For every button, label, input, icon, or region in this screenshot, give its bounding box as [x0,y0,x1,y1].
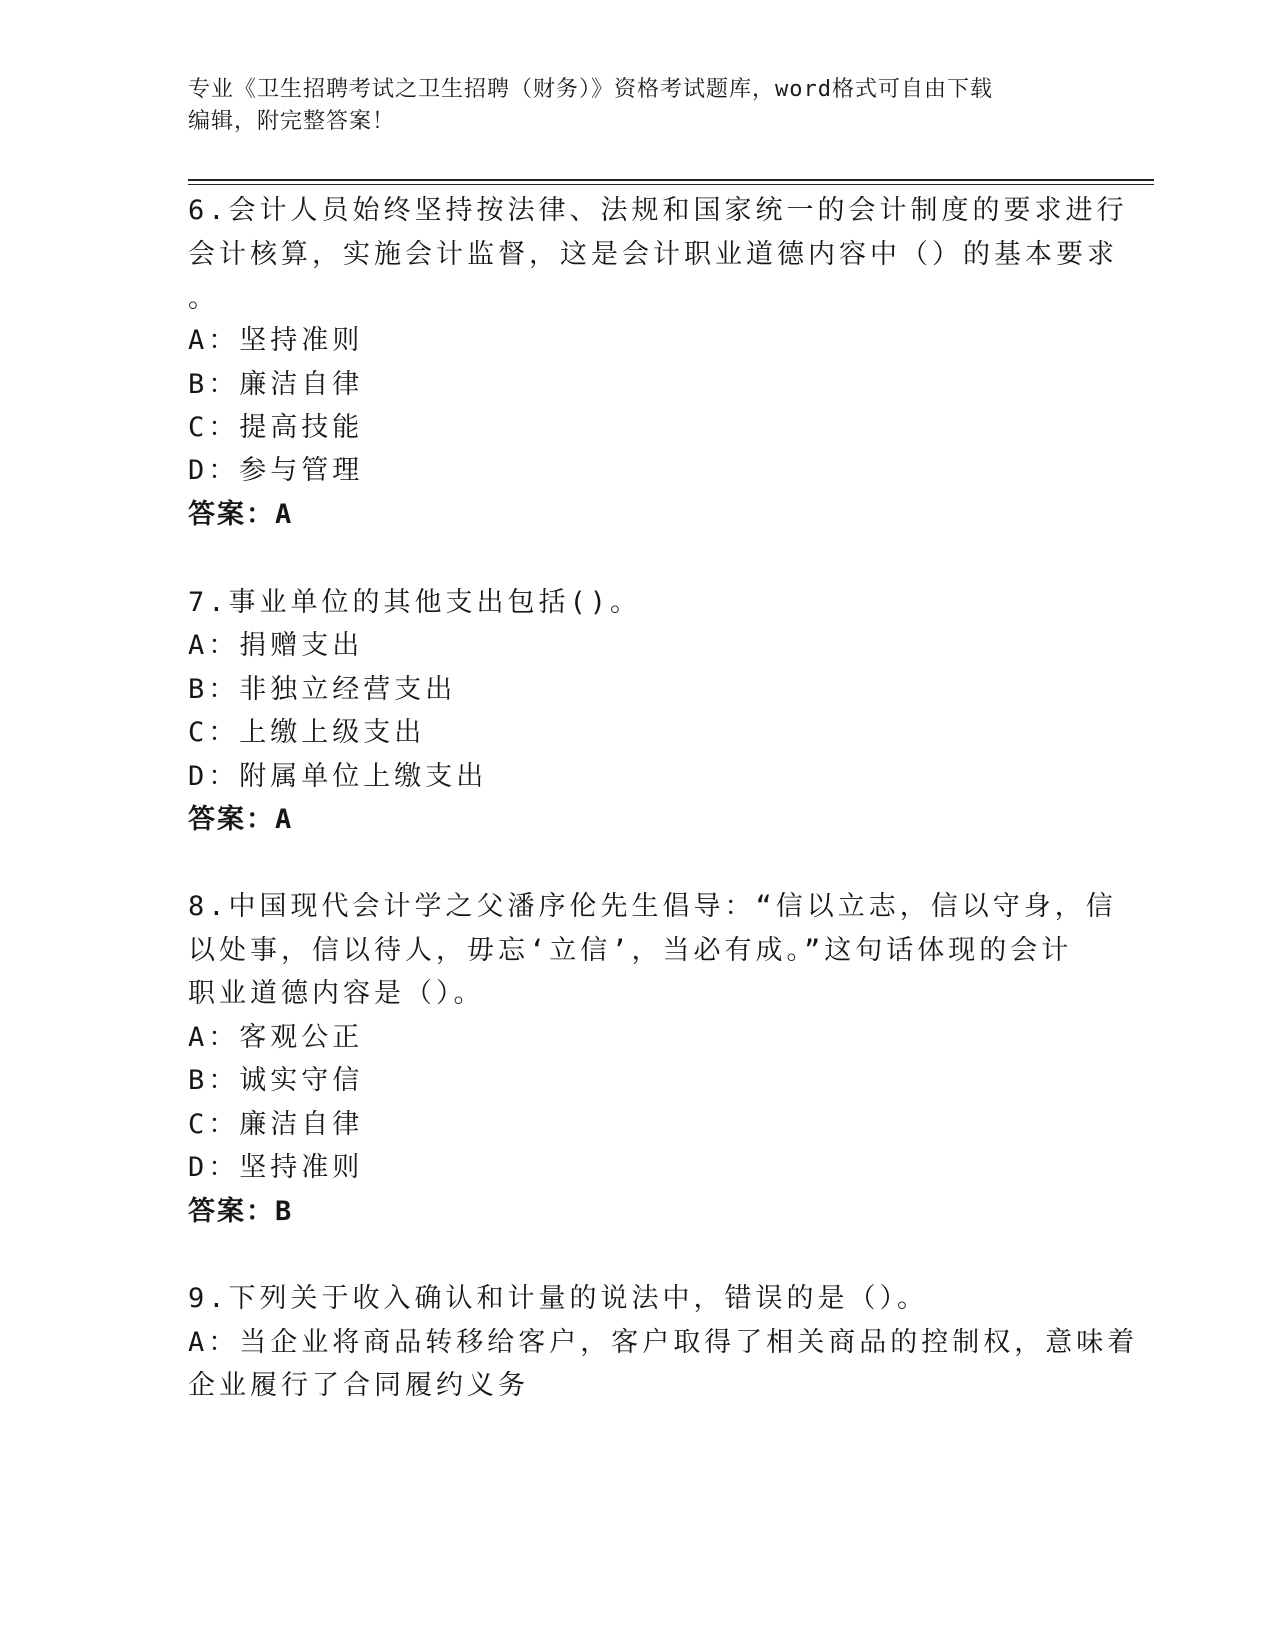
question-7-stem: 7.事业单位的其他支出包括()。 [188,587,642,618]
question-8-stem-line-3: 职业道德内容是（）。 [188,978,485,1009]
header-divider-top [188,179,1154,181]
question-6-stem-line-3: 。 [188,283,219,314]
question-6-stem-line-1: 6.会计人员始终坚持按法律、法规和国家统一的会计制度的要求进行 [188,195,1128,226]
question-7-answer: 答案：A [188,804,294,835]
question-6-option-a: A：坚持准则 [188,325,364,356]
question-7-option-c: C：上缴上级支出 [188,717,426,748]
question-7-option-a: A：捐赠支出 [188,630,364,661]
question-6-option-d: D：参与管理 [188,455,364,486]
question-9-option-a-line-1: A：当企业将商品转移给客户，客户取得了相关商品的控制权，意味着 [188,1327,1139,1358]
question-8-option-b: B：诚实守信 [188,1065,364,1096]
question-7-option-b: B：非独立经营支出 [188,674,457,705]
question-8-option-d: D：坚持准则 [188,1152,364,1183]
question-8-stem-line-1: 8.中国现代会计学之父潘序伦先生倡导：“信以立志，信以守身，信 [188,891,1117,922]
question-6-answer: 答案：A [188,499,294,530]
question-7-option-d: D：附属单位上缴支出 [188,761,488,792]
question-8-stem-line-2: 以处事，信以待人，毋忘‘立信’，当必有成。”这句话体现的会计 [188,935,1073,966]
question-8-answer: 答案：B [188,1196,294,1227]
question-9-option-a-line-2: 企业履行了合同履约义务 [188,1370,529,1401]
question-6-stem-line-2: 会计核算，实施会计监督，这是会计职业道德内容中（）的基本要求 [188,239,1118,270]
question-6-option-c: C：提高技能 [188,412,364,443]
header-divider-bottom [188,184,1154,185]
question-8-option-c: C：廉洁自律 [188,1109,364,1140]
question-6-option-b: B：廉洁自律 [188,369,364,400]
header-line-2: 编辑，附完整答案！ [188,109,396,134]
question-8-option-a: A：客观公正 [188,1022,364,1053]
document-header [188,74,1068,138]
header-line-1: 专业《卫生招聘考试之卫生招聘（财务）》资格考试题库，word格式可自由下载 [188,77,993,102]
question-9-stem: 9.下列关于收入确认和计量的说法中，错误的是（）。 [188,1283,929,1314]
